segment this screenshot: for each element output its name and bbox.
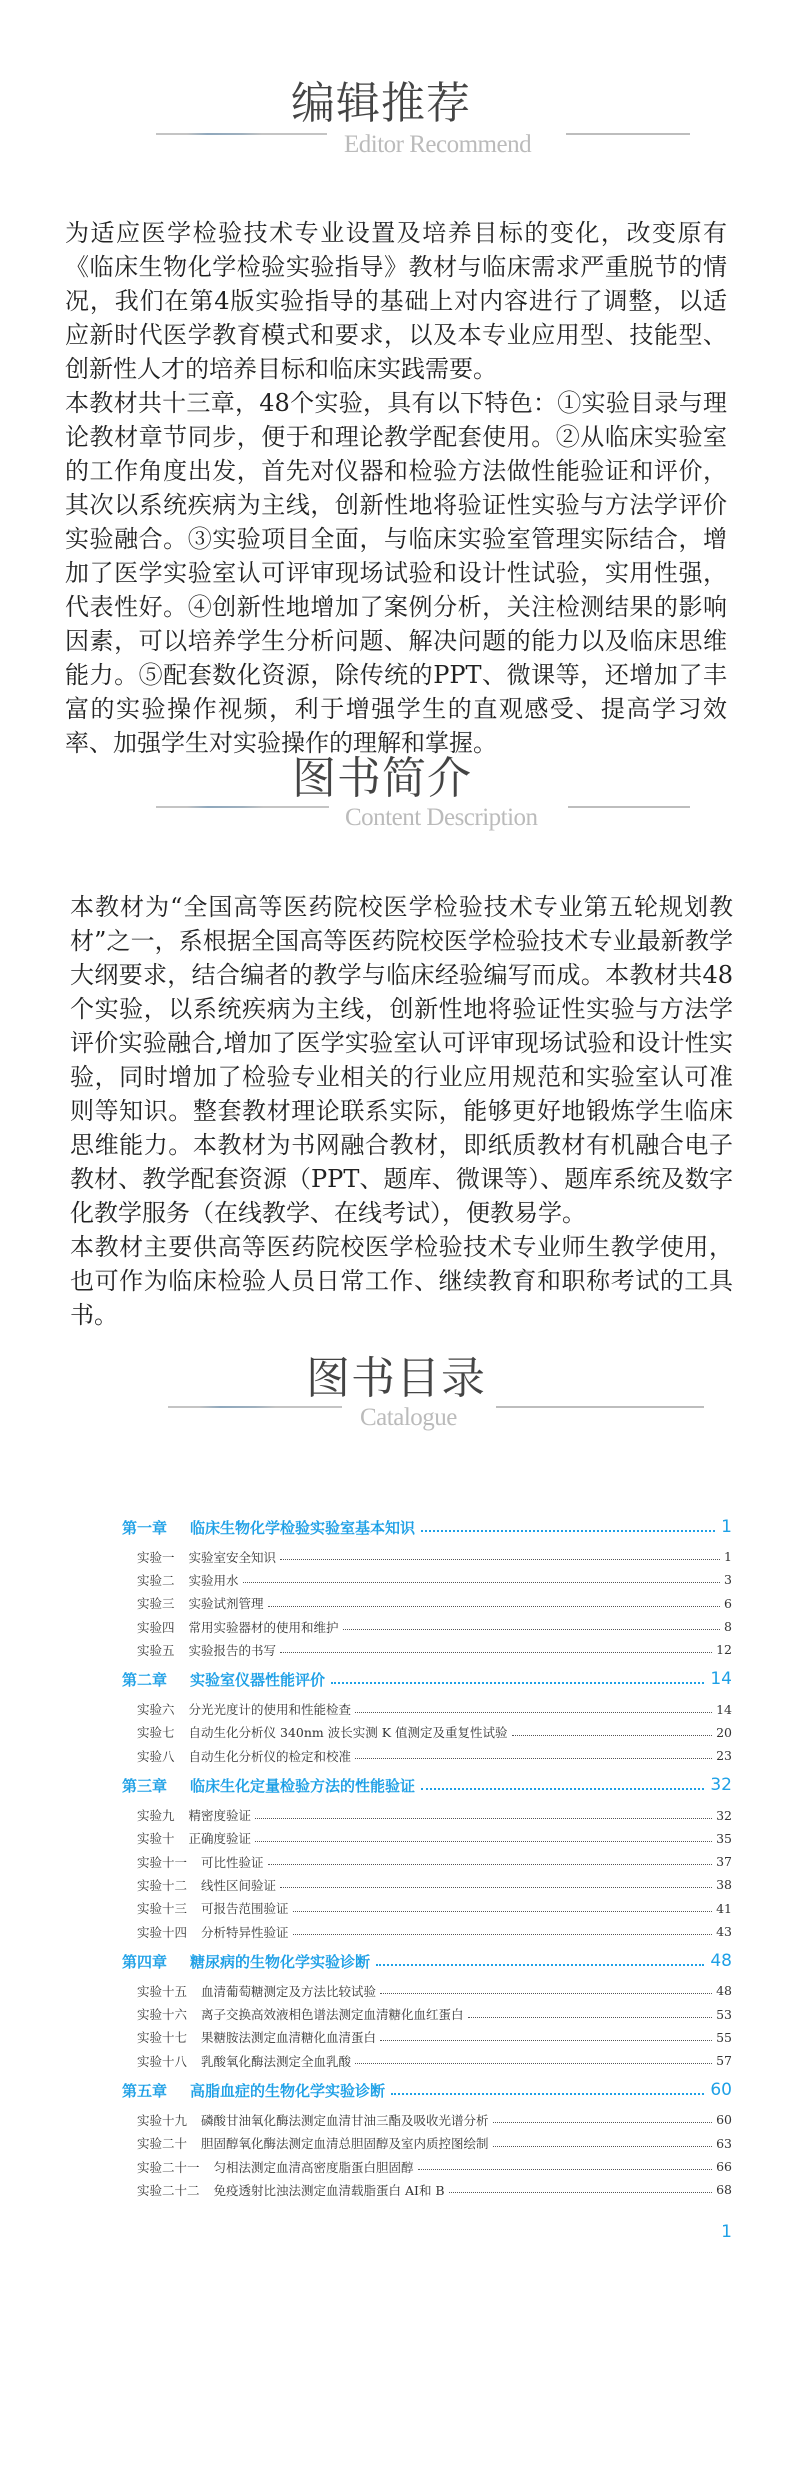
experiment-title: 分光光度计的使用和性能检查 [188, 1702, 352, 1718]
chapter-title: 临床生物化学检验实验室基本知识 [190, 1518, 416, 1537]
experiment-page: 53 [716, 2006, 732, 2022]
chapter-number: 第二章 [122, 1670, 168, 1689]
toc-experiment-row[interactable] [122, 1850, 732, 1873]
experiment-page: 48 [716, 1983, 732, 1999]
experiment-page: 57 [716, 2053, 732, 2069]
toc-experiment-row[interactable] [122, 2002, 732, 2025]
dot-leader [280, 1887, 712, 1888]
experiment-page: 38 [716, 1877, 732, 1893]
chapter-page: 32 [710, 1775, 732, 1796]
toc-experiment-row[interactable] [122, 2026, 732, 2049]
toc-experiment-row[interactable] [122, 1803, 732, 1826]
experiment-page: 1 [724, 1549, 732, 1565]
experiment-title: 匀相法测定血清高密度脂蛋白胆固醇 [213, 2159, 414, 2175]
chapter-title: 实验室仪器性能评价 [190, 1670, 326, 1689]
dot-leader [468, 2017, 713, 2018]
toc-experiment-row[interactable] [122, 1545, 732, 1568]
chapter-title: 高脂血症的生物化学实验诊断 [190, 2081, 386, 2100]
dot-leader [391, 2093, 704, 2095]
section-title: 图书目录 [306, 1353, 486, 1404]
experiment-page: 32 [716, 1807, 732, 1823]
experiment-title: 免疫透射比浊法测定血清载脂蛋白 AⅠ和 B [213, 2182, 445, 2198]
experiment-title: 磷酸甘油氧化酶法测定血清甘油三酯及吸收光谱分析 [201, 2112, 489, 2128]
dot-leader [268, 1864, 713, 1865]
section-subtitle: Content Description [345, 804, 538, 831]
chapter-title: 临床生化定量检验方法的性能验证 [190, 1776, 416, 1795]
experiment-number: 实验二十 [137, 2136, 188, 2152]
experiment-page: 8 [724, 1619, 732, 1635]
chapter-number: 第一章 [122, 1518, 168, 1537]
chapter-page: 14 [710, 1669, 732, 1690]
experiment-number: 实验一 [137, 1549, 175, 1565]
toc-experiment-row[interactable] [122, 1638, 732, 1661]
dot-leader [331, 1682, 704, 1684]
experiment-title: 可比性验证 [201, 1854, 264, 1870]
dot-leader [343, 1629, 721, 1630]
experiment-page: 41 [716, 1900, 732, 1916]
heading-divider-right [496, 1406, 704, 1408]
dot-leader [243, 1582, 721, 1583]
experiment-page: 20 [716, 1724, 732, 1740]
dot-leader [421, 1530, 715, 1532]
dot-leader [512, 1735, 713, 1736]
dot-leader [493, 2146, 713, 2147]
experiment-number: 实验十六 [137, 2007, 188, 2023]
dot-leader [280, 1652, 712, 1653]
experiment-page: 12 [716, 1642, 732, 1658]
experiment-page: 60 [716, 2112, 732, 2128]
toc-experiment-row[interactable] [122, 1827, 732, 1850]
dot-leader [268, 1606, 721, 1607]
experiment-number: 实验十五 [137, 1983, 188, 1999]
heading-divider-right [568, 806, 690, 808]
experiment-title: 自动生化分析仪的检定和校准 [188, 1748, 352, 1764]
dot-leader [255, 1841, 712, 1842]
dot-leader [355, 2063, 712, 2064]
toc-experiment-row[interactable] [122, 1592, 732, 1615]
paragraph: 本教材为“全国高等医药院校医学检验技术专业第五轮规划教材”之一，系根据全国高等医药院校医学检验技术专业最新教学大纲要求，结合编者的教学与临床经验编写而成。本教材共48个实验，以系统疾病为主线，创新性地将验证性实验与方法学评价实验融合,增加了医学实验室认可评审现场试验和设计性实验，同时增加了检验专业相关的行业应用规范和实验室认可准则等知识。整套教材理论联系实际，能够更好地锻炼学生临床思维能力。本教材为书网融合教材，即纸质教材有机融合电子教材、教学配套资源（PPT、题库、微课等）、题库系统及数字化教学服务（在线教学、在线考试），便教易学。 [70, 893, 733, 1227]
toc-experiment-row[interactable] [122, 1873, 732, 1896]
experiment-title: 离子交换高效液相色谱法测定血清糖化血红蛋白 [201, 2007, 464, 2023]
dot-leader [355, 1712, 712, 1713]
toc-experiment-row[interactable] [122, 1721, 732, 1744]
toc-chapter-row[interactable] [122, 1509, 732, 1545]
dot-leader [293, 1934, 713, 1935]
chapter-page: 1 [721, 1517, 732, 1537]
toc-experiment-row[interactable] [122, 2049, 732, 2072]
experiment-title: 分析特异性验证 [201, 1924, 289, 1940]
dot-leader [293, 1911, 713, 1912]
experiment-number: 实验九 [137, 1808, 175, 1824]
experiment-number: 实验十二 [137, 1877, 188, 1893]
experiment-page: 35 [716, 1830, 732, 1846]
experiment-title: 精密度验证 [188, 1808, 252, 1824]
chapter-page: 48 [710, 1951, 732, 1972]
experiment-page: 37 [716, 1854, 732, 1870]
experiment-title: 果糖胺法测定血清糖化血清蛋白 [201, 2030, 377, 2046]
dot-leader [380, 1993, 712, 1994]
experiment-title: 实验报告的书写 [188, 1642, 277, 1658]
experiment-page: 14 [716, 1701, 732, 1717]
dot-leader [376, 1964, 704, 1966]
experiment-page: 23 [716, 1748, 732, 1764]
toc-experiment-row[interactable] [122, 2108, 732, 2131]
experiment-title: 线性区间验证 [201, 1877, 277, 1893]
dot-leader [421, 1788, 704, 1790]
experiment-page: 66 [716, 2159, 732, 2175]
toc-experiment-row[interactable] [122, 1744, 732, 1767]
experiment-number: 实验二 [137, 1572, 175, 1588]
section-title: 编辑推荐 [291, 78, 471, 129]
experiment-number: 实验十八 [137, 2053, 188, 2069]
dot-leader [380, 2040, 712, 2041]
chapter-page: 60 [710, 2080, 732, 2101]
experiment-title: 胆固醇氧化酶法测定血清总胆固醇及室内质控图绘制 [201, 2136, 489, 2152]
experiment-number: 实验十三 [137, 1901, 188, 1917]
paragraph: 本教材共十三章，48个实验，具有以下特色：①实验目录与理论教材章节同步，便于和理论教学配套使用。②从临床实验室的工作角度出发，首先对仪器和检验方法做性能验证和评价，其次以系统疾病为主线，创新性地将验证性实验与方法学评价实验融合。③实验项目全面，与临床实验室管理实际结合，增加了医学实验室认可评审现场试验和设计性试验，实用性强，代表性好。④创新性地增加了案例分析，关注检测结果的影响因素，可以培养学生分析问题、解决问题的能力以及临床思维能力。⑤配套数化资源，除传统的PPT、微课等，还增加了丰富的实验操作视频，利于增强学生的直观感受、提高学习效率、加强学生对实验操作的理解和掌握。 [65, 389, 727, 757]
experiment-number: 实验十一 [137, 1854, 188, 1870]
toc-experiment-row[interactable] [122, 1979, 732, 2002]
toc-chapter-row[interactable] [122, 1661, 732, 1697]
section-subtitle: Catalogue [360, 1404, 457, 1431]
toc-experiment-row[interactable] [122, 1897, 732, 1920]
section-body [65, 216, 727, 760]
toc-experiment-row[interactable] [122, 1920, 732, 1943]
experiment-page: 6 [724, 1595, 732, 1611]
dot-leader [449, 2192, 712, 2193]
dot-leader [355, 1758, 712, 1759]
toc-experiment-row[interactable] [122, 2155, 732, 2178]
toc-experiment-row[interactable] [122, 2132, 732, 2155]
experiment-page: 63 [716, 2135, 732, 2151]
experiment-title: 可报告范围验证 [201, 1901, 289, 1917]
page-number: 1 [721, 2222, 732, 2242]
toc-chapter-row[interactable] [122, 1767, 732, 1803]
dot-leader [280, 1559, 720, 1560]
experiment-number: 实验八 [137, 1748, 175, 1764]
toc-chapter-row[interactable] [122, 2072, 732, 2108]
toc-experiment-row[interactable] [122, 1615, 732, 1638]
experiment-title: 正确度验证 [188, 1831, 252, 1847]
heading-divider-left [156, 133, 327, 135]
experiment-title: 实验室安全知识 [188, 1549, 277, 1565]
heading-divider-right [566, 133, 690, 135]
toc-experiment-row[interactable] [122, 1697, 732, 1720]
toc-experiment-row[interactable] [122, 1568, 732, 1591]
experiment-number: 实验二十二 [137, 2182, 200, 2198]
chapter-number: 第三章 [122, 1776, 168, 1795]
experiment-page: 3 [724, 1572, 732, 1588]
experiment-page: 43 [716, 1924, 732, 1939]
chapter-number: 第四章 [122, 1952, 168, 1971]
experiment-number: 实验十四 [137, 1924, 188, 1940]
experiment-title: 常用实验器材的使用和维护 [188, 1619, 339, 1635]
section-body [70, 890, 733, 1332]
experiment-number: 实验十七 [137, 2030, 188, 2046]
paragraph: 本教材主要供高等医药院校医学检验技术专业师生教学使用，也可作为临床检验人员日常工作、继续教育和职称考试的工具书。 [70, 1233, 733, 1329]
experiment-number: 实验四 [137, 1619, 175, 1635]
dot-leader [255, 1818, 712, 1819]
experiment-title: 乳酸氧化酶法测定全血乳酸 [201, 2053, 352, 2069]
toc-experiment-row[interactable] [122, 2178, 732, 2201]
experiment-number: 实验五 [137, 1642, 175, 1658]
experiment-number: 实验二十一 [137, 2159, 200, 2175]
section-subtitle: Editor Recommend [344, 131, 532, 158]
experiment-title: 实验用水 [188, 1572, 239, 1588]
dot-leader [493, 2122, 713, 2123]
paragraph: 为适应医学检验技术专业设置及培养目标的变化，改变原有《临床生物化学检验实验指导》教材与临床需求严重脱节的情况，我们在第4版实验指导的基础上对内容进行了调整，以适应新时代医学教育模式和要求，以及本专业应用型、技能型、创新性人才的培养目标和临床实践需要。 [65, 219, 727, 383]
table-of-contents [122, 1509, 732, 2202]
experiment-number: 实验十 [137, 1831, 175, 1847]
experiment-number: 实验三 [137, 1596, 175, 1612]
experiment-title: 实验试剂管理 [188, 1596, 264, 1612]
experiment-number: 实验七 [137, 1725, 175, 1741]
experiment-page: 68 [716, 2182, 732, 2198]
heading-divider-left [168, 1406, 342, 1408]
experiment-title: 血清葡萄糖测定及方法比较试验 [201, 1983, 377, 1999]
experiment-title: 自动生化分析仪 340nm 波长实测 K 值测定及重复性试验 [188, 1725, 508, 1741]
experiment-number: 实验六 [137, 1702, 175, 1718]
section-title: 图书简介 [292, 753, 472, 804]
chapter-number: 第五章 [122, 2081, 168, 2100]
experiment-number: 实验十九 [137, 2112, 188, 2128]
toc-chapter-row[interactable] [122, 1943, 732, 1979]
heading-divider-left [156, 806, 329, 808]
dot-leader [418, 2169, 713, 2170]
chapter-title: 糖尿病的生物化学实验诊断 [190, 1952, 371, 1971]
experiment-page: 55 [716, 2029, 732, 2045]
